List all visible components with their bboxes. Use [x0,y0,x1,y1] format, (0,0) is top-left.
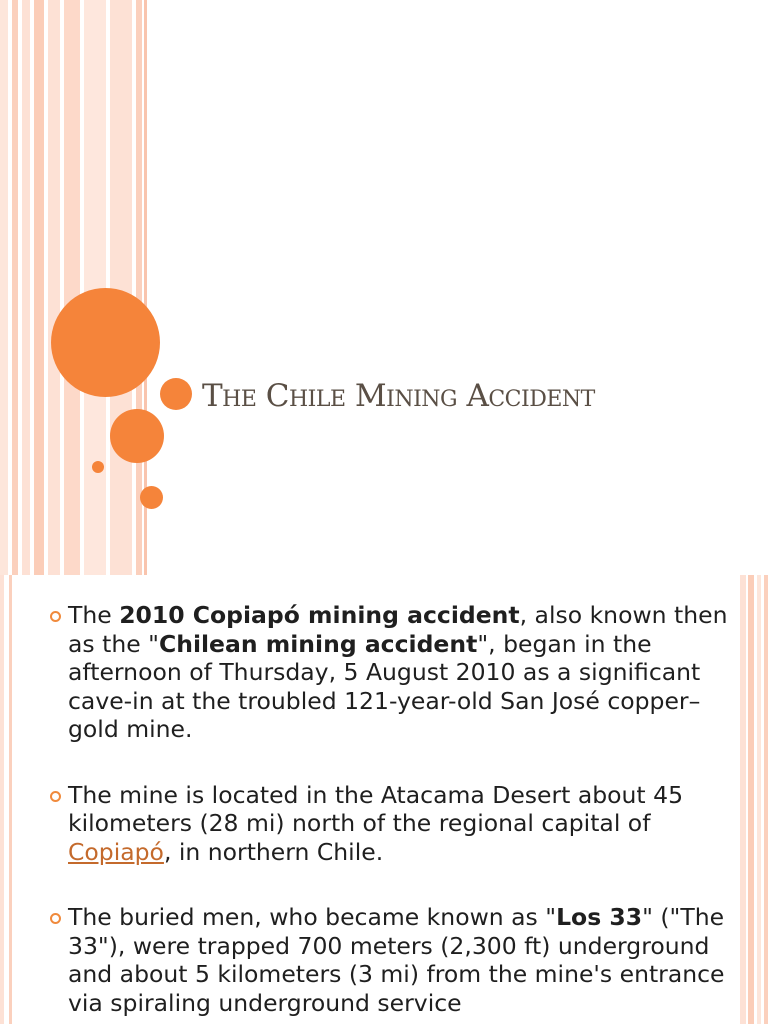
bullet-text: , in northern Chile. [163,837,384,866]
circle-bullet-icon [50,791,61,802]
decorative-stripe [764,575,768,1024]
circle-bullet-icon [50,913,61,924]
circle-bullet-icon [50,611,61,622]
decorative-stripe [740,575,746,1024]
decorative-circle-large [51,288,160,397]
bullet-item [68,781,738,867]
bullet-text: The [68,601,120,629]
content-slide [0,575,768,1024]
decorative-circle [92,461,104,473]
decorative-stripe [757,575,761,1024]
decorative-stripe [110,0,132,575]
bullet-text: " ("The 33"), were trapped 700 meters (2,300 ft) underground and about 5 kilometers (3 mi) from the mine's entrance via spiraling underground service [68,903,725,1017]
bullet-text: The buried men, who became known as " [68,903,557,931]
slide-title: The Chile Mining Accident [202,378,595,414]
decorative-stripe [0,575,4,1024]
bold-text: Los 33 [556,903,643,931]
decorative-stripe [34,0,44,575]
decorative-stripe [12,0,18,575]
decorative-circle [110,409,164,463]
bullet-item [68,903,738,1017]
bullet-text: , also known then as the " [68,601,728,658]
bullet-text: ", began in the afternoon of Thursday, 5 August 2010 as a significant cave-in at the troubled 121-year-old San José copper–gold mine. [68,629,701,743]
bullet-list [68,601,738,1024]
decorative-stripe [64,0,80,575]
bold-text: Chilean mining accident [158,629,478,658]
decorative-stripe [0,0,8,575]
bullet-item [68,601,738,744]
decorative-stripe [136,0,142,575]
decorative-stripe [48,0,60,575]
decorative-circle [140,486,163,509]
decorative-stripe [748,575,754,1024]
copiapo-link[interactable]: Copiapó [68,837,164,866]
bullet-text: The mine is located in the Atacama Desert about 45 kilometers (28 mi) north of the regional capital of [68,780,684,837]
decorative-stripe [22,0,30,575]
bold-text: 2010 Copiapó mining accident [119,601,520,629]
decorative-stripe [9,575,12,1024]
decorative-circle [160,378,192,410]
